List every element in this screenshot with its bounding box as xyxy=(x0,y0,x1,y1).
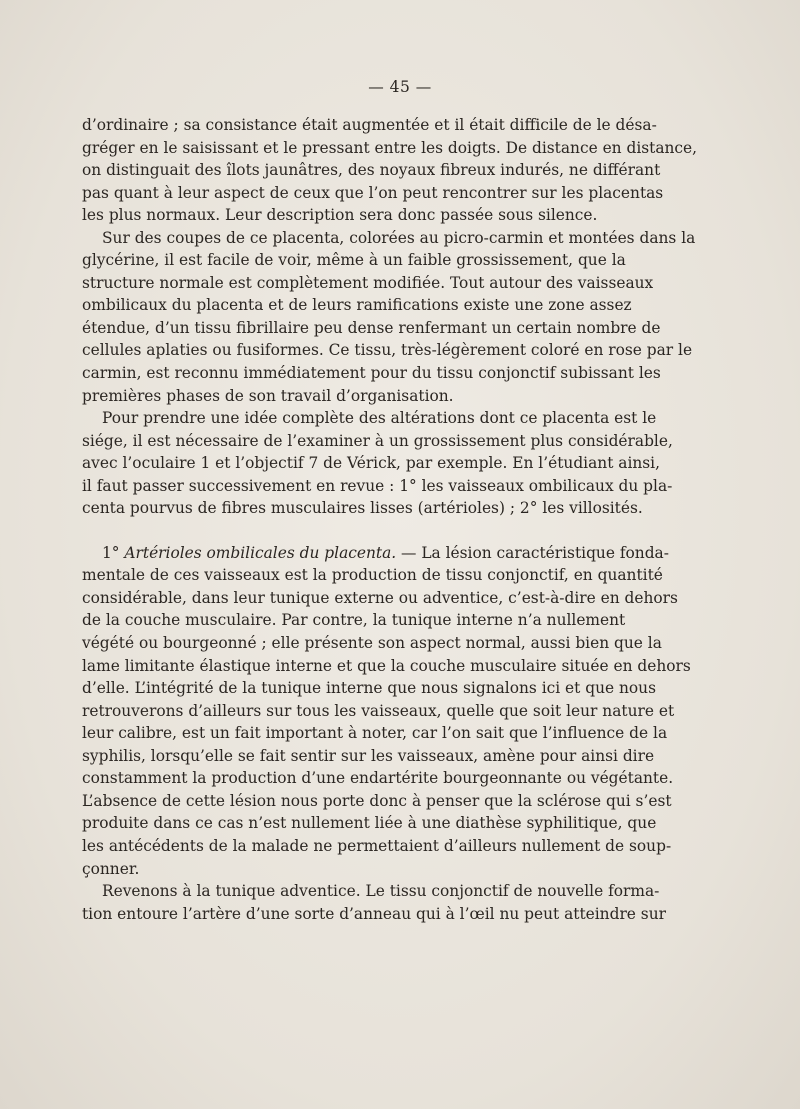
page-number: — 45 — xyxy=(368,78,432,96)
text-line: pas quant à leur aspect de ceux que l’on peut rencontrer sur les placentas xyxy=(82,183,664,202)
text-line: gréger en le saisissant et le pressant entre les doigts. De distance en distance, xyxy=(82,138,698,157)
text-line: cellules aplaties ou fusiformes. Ce tissu, très-légèrement coloré en rose par le xyxy=(82,341,693,360)
text-line: les plus normaux. Leur description sera donc passée sous silence. xyxy=(82,206,598,225)
text-line: leur calibre, est un fait important à noter, car l’on sait que l’influence de la xyxy=(82,724,668,743)
text-line: produite dans ce cas n’est nullement liée à une diathèse syphilitique, que xyxy=(82,814,657,833)
text-line: Revenons à la tunique adventice. Le tissu conjonctif de nouvelle forma- xyxy=(102,882,660,901)
text-line: Sur des coupes de ce placenta, colorées au picro-carmin et montées dans la xyxy=(102,228,696,247)
text-line: étendue, d’un tissu fibrillaire peu dense renfermant un certain nombre de xyxy=(82,318,661,337)
text-line: siége, il est nécessaire de l’examiner à un grossissement plus considérable, xyxy=(82,431,673,450)
section-title: Artérioles ombilicales du placenta. xyxy=(124,543,397,562)
text-line: centa pourvus de fibres musculaires lisses (artérioles) ; 2° les villosités. xyxy=(82,499,643,518)
text-line: on distinguait des îlots jaunâtres, des noyaux fibreux indurés, ne différant xyxy=(82,161,661,180)
text-line: avec l’oculaire 1 et l’objectif 7 de Vérick, par exemple. En l’étudiant ainsi, xyxy=(82,454,660,473)
text-line: les antécédents de la malade ne permettaient d’ailleurs nullement de soup- xyxy=(82,836,672,855)
text-line: ombilicaux du placenta et de leurs ramifications existe une zone assez xyxy=(82,296,632,315)
text-line: carmin, est reconnu immédiatement pour du tissu conjonctif subissant les xyxy=(82,364,661,383)
text-line: lame limitante élastique interne et que la couche musculaire située en dehors xyxy=(82,656,691,675)
text-line: glycérine, il est facile de voir, même à un faible grossissement, que la xyxy=(82,251,626,270)
paragraph xyxy=(82,407,673,520)
text-line: végété ou bourgeonné ; elle présente son aspect normal, aussi bien que la xyxy=(82,634,662,653)
text-line: de la couche musculaire. Par contre, la tunique interne n’a nullement xyxy=(82,611,626,630)
text-line: syphilis, lorsqu’elle se fait sentir sur les vaisseaux, amène pour ainsi dire xyxy=(82,746,655,765)
paragraph xyxy=(82,227,696,407)
text-line: mentale de ces vaisseaux est la production de tissu conjonctif, en quantité xyxy=(82,566,663,585)
text-line: çonner. xyxy=(82,859,140,878)
section-number: 1° xyxy=(102,543,120,562)
section-gap xyxy=(82,520,598,542)
text-line: L’absence de cette lésion nous porte donc à penser que la sclérose qui s’est xyxy=(82,791,672,810)
text-line: Pour prendre une idée complète des altérations dont ce placenta est le xyxy=(102,409,657,428)
body-text xyxy=(82,114,698,925)
text-line: constamment la production d’une endartérite bourgeonnante ou végétante. xyxy=(82,769,674,788)
text-line: retrouverons d’ailleurs sur tous les vaisseaux, quelle que soit leur nature et xyxy=(82,701,675,720)
text-line: d’ordinaire ; sa consistance était augmentée et il était difficile de le désa- xyxy=(82,116,657,134)
text-line: d’elle. L’intégrité de la tunique interne que nous signalons ici et que nous xyxy=(82,679,656,698)
paragraph xyxy=(82,880,666,925)
section-heading-line xyxy=(82,542,669,565)
text-line: structure normale est complètement modifiée. Tout autour des vaisseaux xyxy=(82,273,654,292)
text-line: considérable, dans leur tunique externe ou adventice, c’est-à-dire en dehors xyxy=(82,588,678,607)
text-line: il faut passer successivement en revue : 1° les vaisseaux ombilicaux du pla- xyxy=(82,476,673,495)
section-heading-text: — La lésion caractéristique fonda- xyxy=(401,543,669,562)
paragraph xyxy=(82,114,698,227)
text-line: tion entoure l’artère d’une sorte d’anneau qui à l’œil nu peut atteindre sur xyxy=(82,904,666,923)
text-line: premières phases de son travail d’organisation. xyxy=(82,386,454,405)
section-paragraph xyxy=(82,542,691,880)
